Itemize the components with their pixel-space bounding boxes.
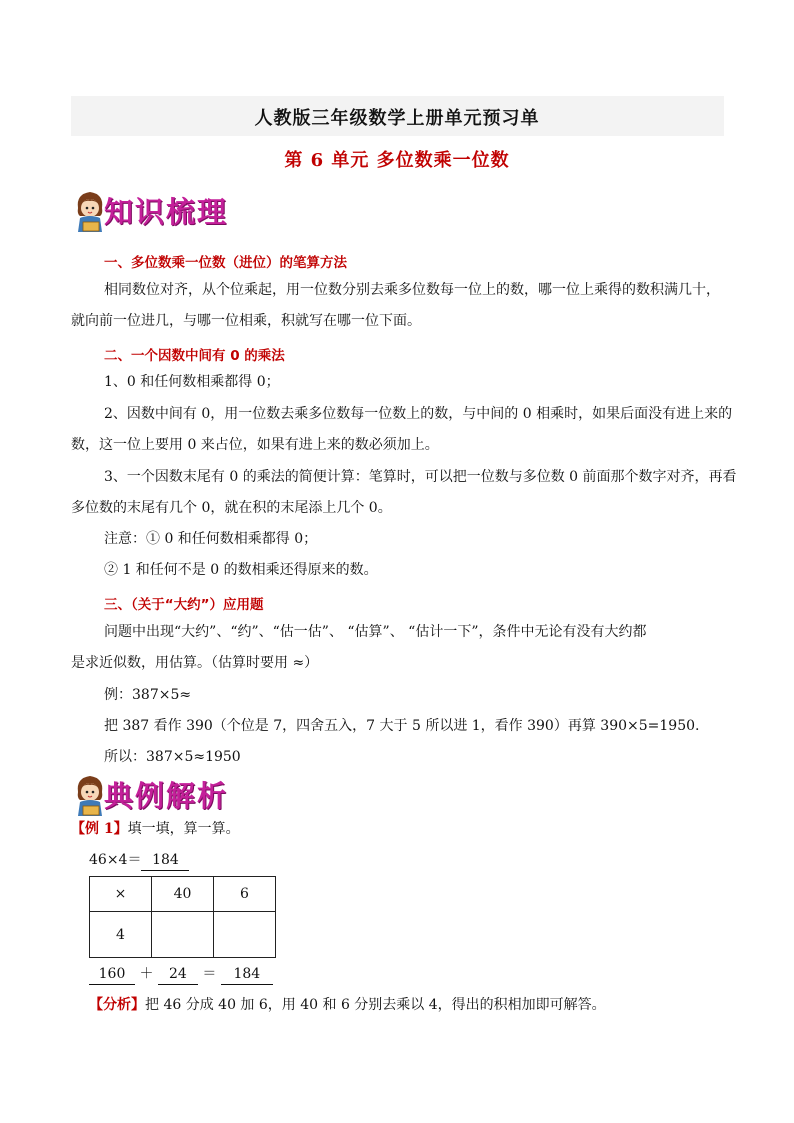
equation-answer: 184 <box>141 850 189 871</box>
table-row <box>90 912 276 958</box>
girl-mascot-icon <box>74 772 106 818</box>
example-1-prompt-line <box>71 819 240 839</box>
examples-banner <box>74 772 274 820</box>
example-1-sum <box>89 964 273 985</box>
example-1-prompt: 填一填，算一算。 <box>127 821 240 837</box>
example-1-tag: 【例 1】 <box>71 821 128 837</box>
section-3-explain: 把 387 看作 390（个位是 7，四舍五入，7 大于 5 所以进 1，看作 390）再算 390×5=1950. <box>104 718 700 734</box>
section-2-note-2: ② 1 和任何不是 0 的数相乘还得原来的数。 <box>104 562 378 578</box>
knowledge-banner <box>74 188 274 236</box>
section-2-item-1: 1、0 和任何数相乘都得 0； <box>104 374 280 390</box>
example-1-analysis <box>89 995 606 1015</box>
table-cell-4: 4 <box>90 912 152 958</box>
examples-banner-text: 典例解析 <box>104 779 229 813</box>
section-3-conclusion: 所以：387×5≈1950 <box>104 749 241 765</box>
sum-result: 184 <box>221 964 273 985</box>
section-1-line-1: 相同数位对齐，从个位乘起，用一位数分别去乘多位数每一位上的数，哪一位上乘得的数积满几十， <box>104 282 720 298</box>
table-cell-blank-1 <box>152 912 214 958</box>
section-2-note-1: 注意：① 0 和任何数相乘都得 0； <box>104 531 318 547</box>
page-subtitle: 第 6 单元 多位数乘一位数 <box>284 150 510 171</box>
table-cell-40: 40 <box>152 877 214 912</box>
sum-plus: ＋ <box>139 966 154 982</box>
section-1-line-2: 就向前一位进几，与哪一位相乘，积就写在哪一位下面。 <box>71 313 421 329</box>
table-cell-times: × <box>90 877 152 912</box>
page-title: 人教版三年级数学上册单元预习单 <box>254 108 540 129</box>
section-3-line-1: 问题中出现“大约”、“约”、“估一估”、 “估算”、 “估计一下”，条件中无论有没有大约都 <box>104 624 647 640</box>
section-2-item-3-line-2: 多位数的末尾有几个 0，就在积的末尾添上几个 0。 <box>71 500 392 516</box>
sum-b: 24 <box>158 964 198 985</box>
section-1-heading: 一、多位数乘一位数（进位）的笔算方法 <box>104 255 347 271</box>
section-2-item-2-line-1: 2、因数中间有 0，用一位数去乘多位数每一位数上的数，与中间的 0 相乘时，如果后面没有进上来的 <box>104 406 733 422</box>
table-row <box>90 877 276 912</box>
sum-eq: ＝ <box>202 966 217 982</box>
section-3-example: 例：387×5≈ <box>104 687 192 703</box>
section-3-line-2: 是求近似数，用估算。（估算时要用 ≈） <box>71 655 319 671</box>
knowledge-banner-text: 知识梳理 <box>104 195 229 229</box>
section-2-item-2-line-2: 数，这一位上要用 0 来占位，如果有进上来的数必须加上。 <box>71 437 439 453</box>
girl-mascot-icon <box>74 188 106 234</box>
analysis-tag: 【分析】 <box>89 997 145 1013</box>
sum-a: 160 <box>89 964 135 985</box>
section-2-heading: 二、一个因数中间有 0 的乘法 <box>104 348 285 364</box>
multiplication-table <box>89 876 276 958</box>
section-3-heading: 三、（关于“大约”）应用题 <box>104 597 264 613</box>
example-1-equation <box>89 850 189 871</box>
equation-left: 46×4＝ <box>89 852 142 868</box>
analysis-text: 把 46 分成 40 加 6，用 40 和 6 分别去乘以 4，得出的积相加即可解答。 <box>145 997 606 1013</box>
section-2-item-3-line-1: 3、一个因数末尾有 0 的乘法的简便计算：笔算时，可以把一位数与多位数 0 前面那个数字对齐，再看 <box>104 469 737 485</box>
table-cell-6: 6 <box>214 877 276 912</box>
table-cell-blank-2 <box>214 912 276 958</box>
